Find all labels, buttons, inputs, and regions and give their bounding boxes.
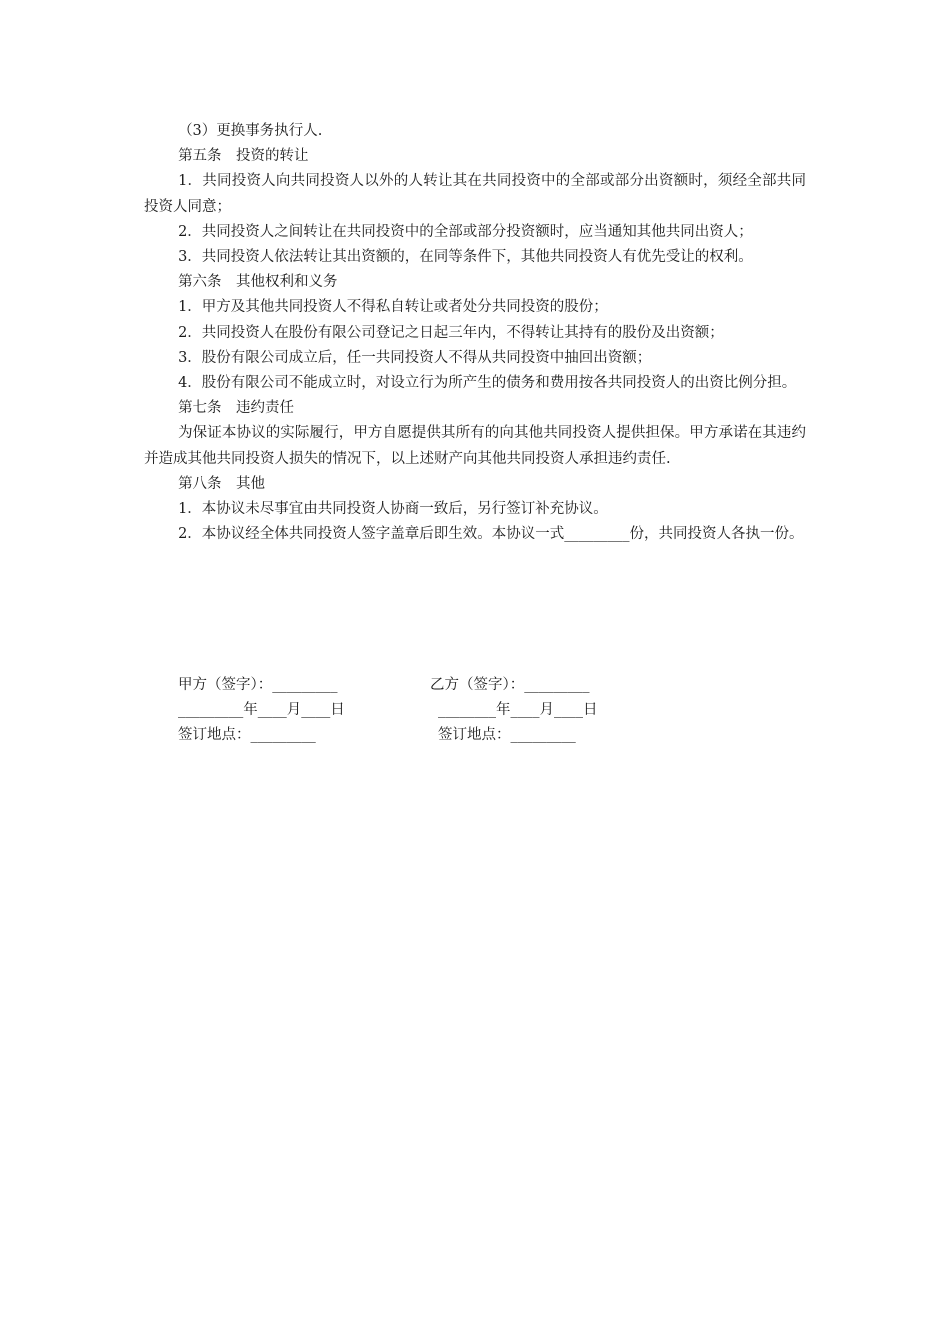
party-b-signing-place: 签订地点：_________	[438, 727, 576, 743]
party-a-date-line: _________年____月____日	[178, 702, 345, 718]
article-5-heading: 第五条 投资的转让	[178, 148, 309, 165]
article-6-item-4: 4．股份有限公司不能成立时，对设立行为所产生的债务和费用按各共同投资人的出资比例分担。	[178, 375, 797, 392]
party-b-date-line: ________年____月____日	[438, 702, 598, 718]
article-5-item-3: 3．共同投资人依法转让其出资额的，在同等条件下，其他共同投资人有优先受让的权利。	[178, 249, 753, 266]
article-8-item-2: 2．本协议经全体共同投资人签字盖章后即生效。本协议一式_________份，共同投资人各执一份。	[178, 526, 804, 543]
article-8-heading: 第八条 其他	[178, 475, 266, 492]
article-6-item-2: 2．共同投资人在股份有限公司登记之日起三年内，不得转让其持有的股份及出资额；	[178, 324, 724, 341]
article-5-item-1: 1．共同投资人向共同投资人以外的人转让其在共同投资中的全部或部分出资额时，须经全部共同投资人同意；	[144, 173, 806, 215]
article-6-heading: 第六条 其他权利和义务	[178, 274, 338, 291]
article-7-heading: 第七条 违约责任	[178, 400, 295, 417]
clause-item-3-replace-executor: （3）更换事务执行人.	[178, 123, 323, 139]
party-a-signature-line: 甲方（签字）：_________	[178, 677, 338, 693]
article-7-body: 为保证本协议的实际履行，甲方自愿提供其所有的向其他共同投资人提供担保。甲方承诺在其违约并造成其他共同投资人损失的情况下，以上述财产向其他共同投资人承担违约责任.	[144, 425, 806, 467]
contract-body	[144, 119, 806, 547]
party-b-signature-line: 乙方（签字）：_________	[430, 677, 590, 693]
party-a-signing-place: 签订地点：_________	[178, 727, 316, 743]
article-6-item-1: 1．甲方及其他共同投资人不得私自转让或者处分共同投资的股份；	[178, 299, 608, 316]
article-5-item-2: 2．共同投资人之间转让在共同投资中的全部或部分投资额时，应当通知其他共同出资人；	[178, 223, 753, 240]
article-8-item-1: 1．本协议未尽事宜由共同投资人协商一致后，另行签订补充协议。	[178, 501, 608, 518]
article-6-item-3: 3．股份有限公司成立后，任一共同投资人不得从共同投资中抽回出资额；	[178, 349, 652, 366]
